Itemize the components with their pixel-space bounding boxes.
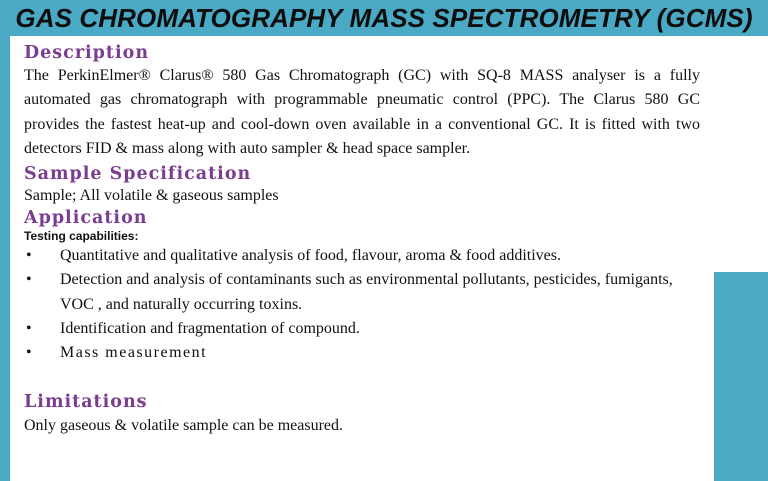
sample-specification-text: Sample; All volatile & gaseous samples <box>24 187 279 205</box>
list-item-text: Identification and fragmentation of compound. <box>60 320 360 338</box>
application-list <box>24 244 700 365</box>
list-item-text: Quantitative and qualitative analysis of food, flavour, aroma & food additives. <box>60 247 561 265</box>
limitations-heading: Limitations <box>24 391 148 412</box>
sample-specification-heading: Sample Specification <box>24 164 252 185</box>
application-heading: Application <box>24 208 148 229</box>
list-item-text: Detection and analysis of contaminants such as environmental pollutants, pesticides, fumigants, VOC , and naturally occurring toxins. <box>60 271 673 313</box>
description-text: The PerkinElmer® Clarus® 580 Gas Chromatograph (GC) with SQ-8 MASS analyser is a fully automated gas chromatograph with programmable pneumatic control (PPC). The Clarus 580 GC provides the fastest heat-up and cool-down oven available in a conventional GC. It is fitted with two detectors FID & mass along with auto sampler & head space sampler. <box>24 67 700 157</box>
list-item <box>24 268 700 317</box>
left-accent-bar <box>0 36 10 481</box>
bullet-icon: • <box>26 247 32 265</box>
right-accent-block <box>714 272 768 481</box>
bullet-icon: • <box>26 344 32 362</box>
testing-capabilities-subheading: Testing capabilities: <box>24 229 139 244</box>
list-item <box>24 244 700 268</box>
page-title: GAS CHROMATOGRAPHY MASS SPECTROMETRY (GCMS) <box>15 3 753 33</box>
content <box>24 42 700 437</box>
bullet-icon: • <box>26 271 32 289</box>
list-item-text: Mass measurement <box>60 344 208 362</box>
list-item <box>24 341 700 365</box>
description-heading: Description <box>24 43 150 63</box>
limitations-text: Only gaseous & volatile sample can be measured. <box>24 416 344 434</box>
list-item <box>24 317 700 341</box>
bullet-icon: • <box>26 320 32 338</box>
